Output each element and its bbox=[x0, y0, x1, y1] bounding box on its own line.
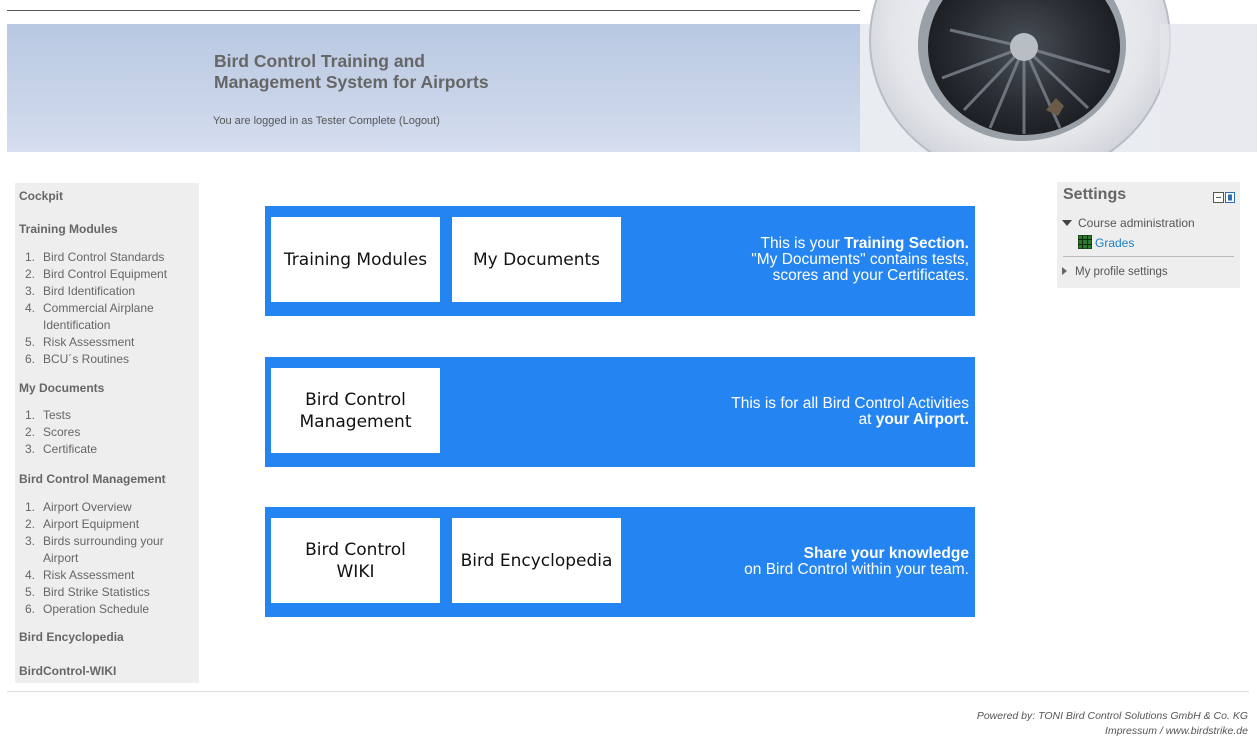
settings-block bbox=[1057, 182, 1240, 288]
left-navigation bbox=[15, 183, 199, 683]
wiki-description: Share your knowledge on Bird Control within your team. bbox=[744, 545, 969, 578]
settings-divider bbox=[1063, 256, 1234, 257]
list-item[interactable]: 3. Certificate bbox=[25, 442, 98, 456]
list-item[interactable]: 3. Bird Identification bbox=[25, 284, 136, 298]
bird-control-management-button[interactable]: Bird Control Management bbox=[271, 368, 440, 453]
list-item[interactable]: 2. Airport Equipment bbox=[25, 517, 140, 531]
list-item[interactable]: 4. Commercial Airplane Identification bbox=[25, 301, 154, 332]
my-documents-button[interactable]: My Documents bbox=[452, 217, 621, 302]
list-item[interactable]: 6. BCU´s Routines bbox=[25, 352, 130, 366]
jet-engine-image bbox=[860, 0, 1257, 152]
training-modules-button[interactable]: Training Modules bbox=[271, 217, 440, 302]
nav-my-documents-heading[interactable]: My Documents bbox=[19, 381, 105, 395]
expanded-triangle-icon bbox=[1062, 220, 1072, 226]
impressum-link[interactable]: Impressum / www.birdstrike.de bbox=[1105, 725, 1248, 737]
bird-control-wiki-button[interactable]: Bird Control WIKI bbox=[271, 518, 440, 603]
site-title: Bird Control Training and Management System for Airports bbox=[214, 51, 489, 92]
bird-control-management-list bbox=[25, 499, 183, 618]
nav-bird-encyclopedia[interactable]: Bird Encyclopedia bbox=[19, 630, 124, 644]
grades-link[interactable]: Grades bbox=[1095, 236, 1135, 250]
footer-rule bbox=[7, 691, 1249, 692]
training-section-panel bbox=[265, 206, 975, 316]
list-item[interactable]: 1. Bird Control Standards bbox=[25, 250, 165, 264]
user-link[interactable]: Tester Complete bbox=[315, 115, 396, 127]
my-profile-settings-node[interactable]: My profile settings bbox=[1062, 266, 1168, 278]
list-item[interactable]: 4. Risk Assessment bbox=[25, 568, 135, 582]
nav-bird-control-management-heading[interactable]: Bird Control Management bbox=[19, 472, 166, 486]
list-item[interactable]: 6. Operation Schedule bbox=[25, 602, 150, 616]
list-item[interactable]: 3. Birds surrounding your Airport bbox=[25, 534, 164, 565]
training-modules-list bbox=[25, 249, 183, 368]
list-item[interactable]: 1. Tests bbox=[25, 408, 72, 422]
bird-control-management-panel bbox=[265, 357, 975, 467]
nav-cockpit[interactable]: Cockpit bbox=[19, 189, 64, 203]
collapsed-triangle-icon bbox=[1062, 267, 1067, 275]
settings-title: Settings bbox=[1063, 186, 1127, 203]
grades-node bbox=[1078, 235, 1134, 252]
management-description: This is for all Bird Control Activities at your Airport. bbox=[731, 395, 969, 428]
grades-icon bbox=[1078, 235, 1092, 252]
list-item[interactable]: 1. Airport Overview bbox=[25, 500, 132, 514]
list-item[interactable]: 2. Bird Control Equipment bbox=[25, 267, 168, 281]
list-item[interactable]: 2. Scores bbox=[25, 425, 81, 439]
logout-link[interactable]: (Logout) bbox=[398, 115, 440, 127]
nav-training-modules-heading[interactable]: Training Modules bbox=[19, 222, 118, 236]
course-administration-node[interactable]: Course administration bbox=[1062, 216, 1195, 230]
my-documents-list bbox=[25, 407, 183, 458]
list-item[interactable]: 5. Risk Assessment bbox=[25, 335, 135, 349]
nav-birdcontrol-wiki[interactable]: BirdControl-WIKI bbox=[19, 664, 117, 678]
knowledge-sharing-panel bbox=[265, 507, 975, 617]
dock-block-icon[interactable] bbox=[1213, 190, 1235, 201]
powered-by-text: Powered by: TONI Bird Control Solutions GmbH & Co. KG bbox=[976, 710, 1248, 722]
bird-encyclopedia-button[interactable]: Bird Encyclopedia bbox=[452, 518, 621, 603]
training-section-description: This is your Training Section. "My Documents" contains tests, scores and your Certificates. bbox=[751, 235, 969, 284]
list-item[interactable]: 5. Bird Strike Statistics bbox=[25, 585, 150, 599]
login-info: You are logged in as Tester Complete (Logout) bbox=[213, 115, 440, 127]
